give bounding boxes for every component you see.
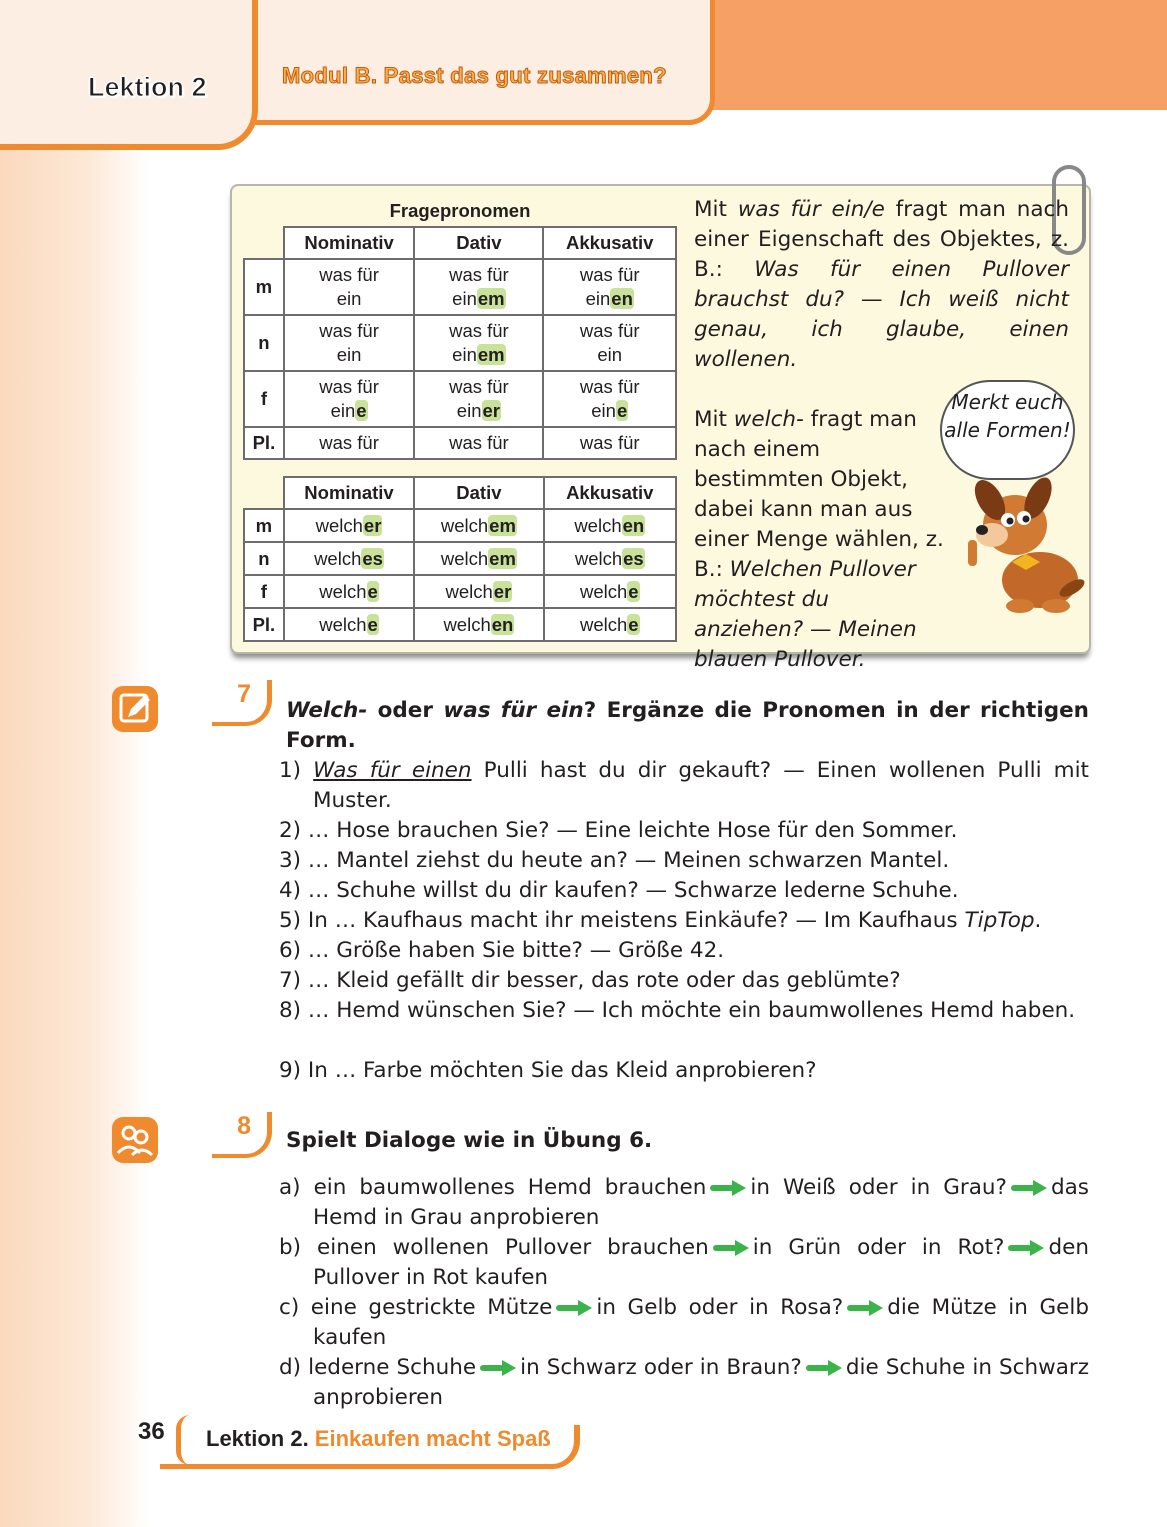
exercise-7-item: 7) … Kleid gefällt dir besser, das rote oder das geblümte?: [279, 968, 901, 993]
table-row: [244, 575, 676, 608]
arrow-icon: [556, 1301, 592, 1315]
arrow-icon: [713, 1241, 749, 1255]
ending-highlight: es: [362, 547, 383, 569]
table-cell: was für ein: [543, 315, 676, 371]
table-title: Fragepronomen: [389, 200, 531, 221]
ending-highlight: e: [628, 580, 639, 602]
explanation-welch: Mit welch- fragt man nach einem bestimmten Objekt, dabei kann man aus einer Menge wählen, z. B.: Welchen Pullover möchtest du anziehen? — Meinen blauen Pullover.: [694, 407, 944, 672]
footer-separator: [176, 1415, 190, 1465]
ending-highlight: en: [622, 514, 645, 536]
lektion-label: Lektion 2: [88, 72, 207, 102]
exercise-7-title: Welch- oder was für ein? Ergänze die Pronomen in der richtigen Form.: [286, 698, 1089, 753]
arrow-icon: [1011, 1181, 1047, 1195]
ending-highlight: e: [367, 613, 378, 635]
table-cell: was für einer: [414, 371, 543, 427]
arrow-icon: [710, 1181, 746, 1195]
exercise-8-item: d) lederne Schuhe in Schwarz oder in Braun? die Schuhe in Schwarz anprobieren: [279, 1355, 1089, 1410]
gender-label: n: [244, 542, 284, 575]
col-header: Dativ: [414, 477, 543, 509]
ending-highlight: er: [493, 580, 512, 602]
col-header: Akkusativ: [543, 227, 676, 259]
table-cell: welchem: [414, 509, 543, 542]
gender-label: n: [244, 315, 284, 371]
table-cell: was für eine: [543, 371, 676, 427]
exercise-8-number: 8: [212, 1112, 272, 1158]
ending-highlight: er: [363, 514, 382, 536]
exercise-7-number: 7: [212, 680, 272, 726]
table-cell: was für eine: [284, 371, 415, 427]
table-cell: welche: [284, 575, 414, 608]
exercise-7-item: 8) … Hemd wünschen Sie? — Ich möchte ein baumwollenes Hemd haben.: [279, 998, 1076, 1023]
table-cell: was für einen: [543, 259, 676, 315]
table-cell: was für: [414, 427, 543, 459]
col-header: Dativ: [414, 227, 543, 259]
ending-highlight: e: [356, 400, 367, 421]
page-number: 36: [138, 1418, 165, 1445]
table-row: [244, 427, 676, 459]
exercise-7-item: 9) In … Farbe möchten Sie das Kleid anprobieren?: [279, 1058, 817, 1083]
ending-highlight: em: [489, 514, 516, 536]
page-margin-gradient: [0, 0, 150, 1527]
table-cell: welches: [544, 542, 676, 575]
exercise-7-item: 2) … Hose brauchen Sie? — Eine leichte Hose für den Sommer.: [279, 818, 958, 843]
table-cell: welche: [544, 608, 676, 641]
arrow-icon: [480, 1361, 516, 1375]
ending-highlight: en: [491, 613, 514, 635]
ending-highlight: er: [482, 400, 500, 421]
table-cell: welches: [284, 542, 414, 575]
col-header: Nominativ: [284, 477, 414, 509]
table-row: [244, 371, 676, 427]
table-cell: was für einem: [414, 259, 543, 315]
table-cell: welchen: [414, 608, 543, 641]
gender-label: Pl.: [244, 608, 284, 641]
arrow-icon: [1008, 1241, 1044, 1255]
exercise-7-item: 5) In … Kaufhaus macht ihr meistens Einkäufe? — Im Kaufhaus TipTop.: [279, 908, 1042, 933]
table-row: [244, 315, 676, 371]
ending-highlight: e: [367, 580, 378, 602]
table-cell: welche: [284, 608, 414, 641]
speech-bubble: Merkt euch alle Formen!: [940, 380, 1075, 480]
exercise-8-item: c) eine gestrickte Mütze in Gelb oder in Rosa? die Mütze in Gelb kaufen: [279, 1295, 1089, 1350]
table-cell: was für einem: [414, 315, 543, 371]
col-header: Akkusativ: [544, 477, 676, 509]
table-row: [244, 509, 676, 542]
ending-highlight: em: [477, 288, 505, 309]
explanation-was-fuer: Mit was für ein/e fragt man nach einer Eigenschaft des Objektes, z. B.: Was für einen Pullover brauchst du? — Ich weiß nicht genau, ich glaube, einen wollenen.: [694, 197, 1069, 372]
exercise-8-item: a) ein baumwollenes Hemd brauchen in Weiß oder in Grau? das Hemd in Grau anprobieren: [279, 1175, 1089, 1230]
arrow-icon: [806, 1361, 842, 1375]
arrow-icon: [847, 1301, 883, 1315]
exercise-7-item: 1) Was für einen Pulli hast du dir gekauft? — Einen wollenen Pulli mit Muster.: [279, 758, 1089, 813]
gender-label: f: [244, 371, 284, 427]
ending-highlight: e: [628, 613, 639, 635]
gender-label: m: [244, 259, 284, 315]
table-cell: welchem: [414, 542, 543, 575]
table-row: [244, 259, 676, 315]
ending-highlight: em: [489, 547, 516, 569]
pencil-icon: [112, 686, 158, 732]
table-cell: welcher: [414, 575, 543, 608]
col-header: Nominativ: [284, 227, 415, 259]
gender-label: f: [244, 575, 284, 608]
modul-title: Modul B. Passt das gut zusammen?: [282, 63, 667, 88]
table-cell: welchen: [544, 509, 676, 542]
ending-highlight: em: [477, 344, 505, 365]
ending-highlight: en: [611, 288, 633, 309]
table-cell: was für: [543, 427, 676, 459]
exercise-7-item: 4) … Schuhe willst du dir kaufen? — Schwarze lederne Schuhe.: [279, 878, 959, 903]
gender-label: Pl.: [244, 427, 284, 459]
ending-highlight: es: [623, 547, 644, 569]
table-row: [244, 608, 676, 641]
table-cell: was für: [284, 427, 415, 459]
gender-label: m: [244, 509, 284, 542]
table-cell: welche: [544, 575, 676, 608]
partner-work-icon: [112, 1117, 158, 1163]
table-cell: was für ein: [284, 259, 415, 315]
dog-mascot-icon: [960, 470, 1090, 615]
footer-title: Lektion 2. Einkaufen macht Spaß: [206, 1426, 551, 1451]
table-cell: was für ein: [284, 315, 415, 371]
exercise-8-item: b) einen wollenen Pullover brauchen in Grün oder in Rot? den Pullover in Rot kaufen: [279, 1235, 1089, 1290]
exercise-8-title: Spielt Dialoge wie in Übung 6.: [286, 1128, 653, 1153]
frage-table-was-fuer: [243, 226, 677, 460]
exercise-7-item: 6) … Größe haben Sie bitte? — Größe 42.: [279, 938, 725, 963]
ending-highlight: e: [616, 400, 628, 421]
exercise-7-item: 3) … Mantel ziehst du heute an? — Meinen schwarzen Mantel.: [279, 848, 950, 873]
table-cell: welcher: [284, 509, 414, 542]
frage-table-welch: [243, 476, 677, 642]
table-row: [244, 542, 676, 575]
